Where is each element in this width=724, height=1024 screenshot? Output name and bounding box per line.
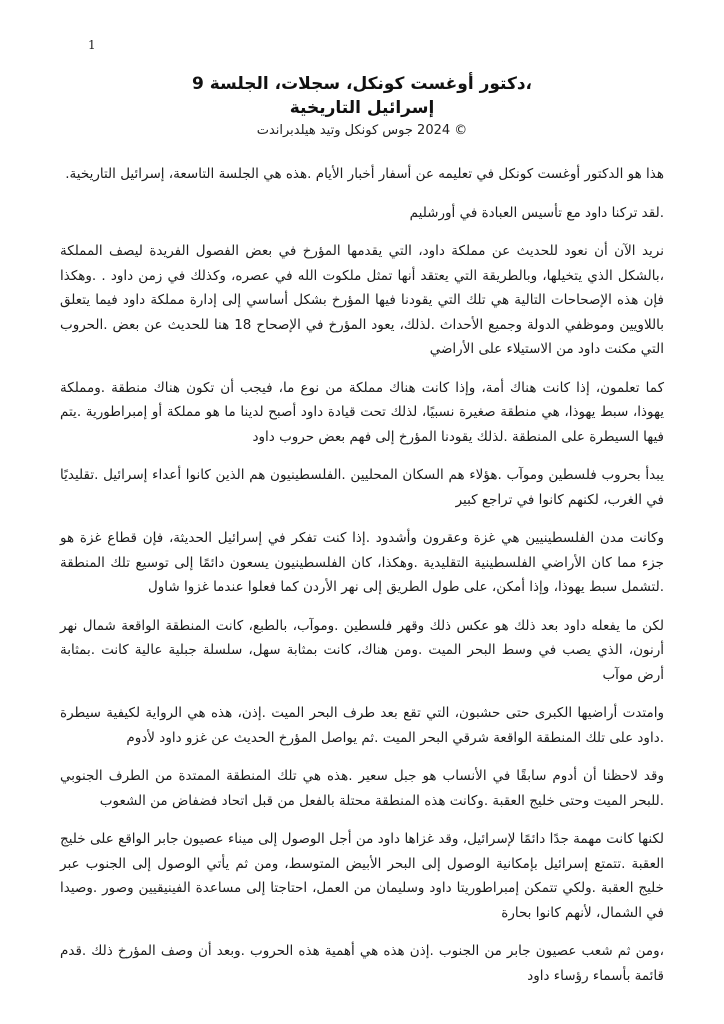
paragraph-2: .لقد تركنا داود مع تأسيس العبادة في أورشليم	[409, 204, 664, 221]
document-title-line2: إسرائيل التاريخية	[289, 98, 435, 118]
paragraph-3: نريد الآن أن نعود للحديث عن مملكة داود، التي يقدمها المؤرخ في بعض الفصول الفريدة ليصف المملكة ،بالشكل الذي يتخيلها، وبالطريقة التي يعتقد أنها تمثل ملكوت الله في عصره، وكذلك في زمن داود . .وهكذا فإن هذه الإصحاحات التالية هي تلك التي يقودنا فيها المؤرخ بشكل أساسي إلى إدارة مملكة داود فيما يتعلق باللاويين وموظفي الدولة وجميع الأحداث .لذلك، يعود المؤرخ في الإصحاح 18 هنا للحديث عن بعض .الحروب التي مكنت داود من الاستيلاء على الأراضي	[60, 243, 664, 357]
paragraph-4: كما تعلمون، إذا كانت هناك أمة، وإذا كانت هناك مملكة من نوع ما، فيجب أن تكون هناك منطقة .ومملكة يهوذا، سبط يهوذا، هي منطقة صغيرة نسبيًا، لذلك تحت قيادة داود أصبح لدينا ما هو مملكة أو إمبراطورية .يتم فيها السيطرة على المنطقة .لذلك يقودنا المؤرخ إلى فهم بعض حروب داود	[60, 379, 664, 445]
paragraph-11: ،ومن ثم شعب عصيون جابر من الجنوب .إذن هذه هي أهمية هذه الحروب .وبعد أن وصف المؤرخ ذلك .قدم قائمة بأسماء رؤساء داود	[60, 943, 664, 984]
paragraph-6: وكانت مدن الفلسطينيين هي غزة وعقرون وأشدود .إذا كنت تفكر في إسرائيل الحديثة، فإن قطاع غزة هو جزء مما كان الأراضي الفلسطينية التقليدية .وهكذا، كان الفلسطينيون يسعون دائمًا إلى توسيع تلك المنطقة .لتشمل سبط يهوذا، وإذا أمكن، على طول الطريق إلى نهر الأردن كما فعلوا عندما غزوا شاول	[60, 530, 664, 595]
paragraph-10: لكنها كانت مهمة جدًا دائمًا لإسرائيل، وقد غزاها داود من أجل الوصول إلى ميناء عصيون جابر الواقع على خليج العقبة .تتمتع إسرائيل بإمكانية الوصول إلى البحر الأبيض المتوسط، ومن ثم يأتي الوصول إلى الجنوب عبر خليج العقبة .ولكي تتمكن إمبراطوريتا داود وسليمان من العمل، احتاجتا إلى مساعدة الفينيقيين وصور .وصيدا في الشمال، لأنهم كانوا بحارة	[60, 831, 664, 921]
paragraph-5: يبدأ بحروب فلسطين وموآب .هؤلاء هم السكان المحليين .الفلسطينيون هم الذين كانوا أعداء إسرائيل .تقليديًا في الغرب، لكنهم كانوا في تراجع كبير	[60, 467, 664, 508]
copyright-line: © 2024 جوس كونكل وتيد هيلدبراندت	[256, 123, 468, 138]
title-block	[60, 72, 664, 138]
document-title-line1: ،دكتور أوغست كونكل، سجلات، الجلسة 9	[191, 74, 533, 94]
page-number: 1	[88, 38, 96, 52]
paragraph-8: وامتدت أراضيها الكبرى حتى حشبون، التي تقع بعد طرف البحر الميت .إذن، هذه هي الرواية لكيفية سيطرة .داود على تلك المنطقة الواقعة شرقي البحر الميت .ثم يواصل المؤرخ الحديث عن غزو داود لأدوم	[60, 705, 664, 746]
paragraph-7: لكن ما يفعله داود بعد ذلك هو عكس ذلك وقهر فلسطين .وموآب، بالطبع، كانت المنطقة الواقعة شمال نهر أرنون، الذي يصب في وسط البحر الميت .ومن هناك، كانت بمثابة سهل، سلسلة جبلية عالية كانت .بمثابة أرض موآب	[60, 617, 664, 683]
paragraph-1: هذا هو الدكتور أوغست كونكل في تعليمه عن أسفار أخبار الأيام .هذه هي الجلسة التاسعة، إسرائيل التاريخية.	[65, 166, 664, 182]
document-body	[60, 162, 664, 988]
paragraph-9: وقد لاحظنا أن أدوم سابقًا في الأنساب هو جبل سعير .هذه هي تلك المنطقة الممتدة من الطرف الجنوبي .للبحر الميت وحتى خليج العقبة .وكانت هذه المنطقة محتلة بالفعل من قبل اتحاد فضفاض من الشعوب	[60, 768, 664, 809]
